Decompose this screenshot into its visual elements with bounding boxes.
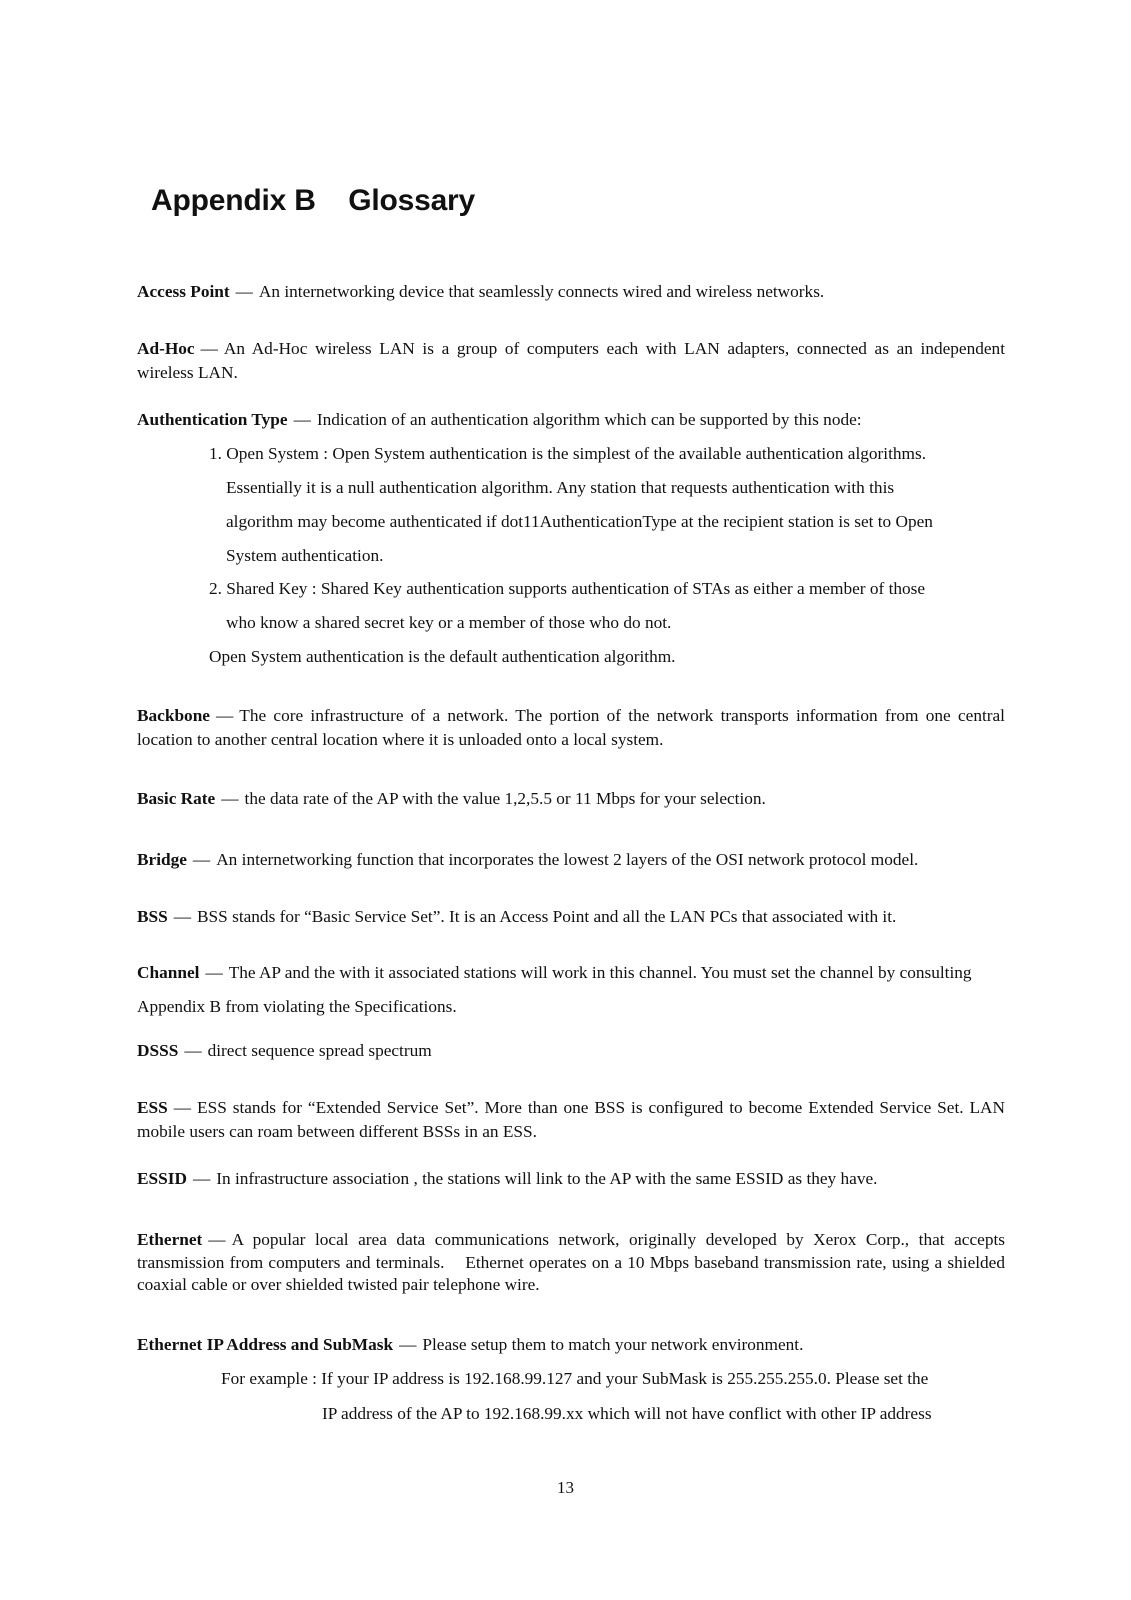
term: Authentication Type	[137, 410, 288, 429]
glossary-entry-backbone	[137, 704, 1005, 751]
page-heading: Appendix B Glossary	[151, 184, 476, 217]
term: DSSS	[137, 1041, 179, 1060]
glossary-entry-ethernet	[137, 1229, 1010, 1297]
glossary-entry-access-point	[137, 280, 1005, 304]
term: Basic Rate	[137, 789, 216, 808]
auth-list-line: who know a shared secret key or a member of those who do not.	[226, 613, 672, 632]
glossary-entry-essid	[137, 1167, 1005, 1191]
auth-list-line: 2. Shared Key : Shared Key authentication supports authentication of STAs as either a member of those	[209, 579, 926, 598]
term: Ethernet IP Address and SubMask	[137, 1335, 394, 1354]
term: Backbone	[137, 706, 210, 725]
em-dash: —	[293, 410, 311, 429]
auth-list-line: 1. Open System : Open System authentication is the simplest of the available authentication algorithms.	[209, 444, 927, 463]
definition: An Ad-Hoc wireless LAN is a group of computers each with LAN adapters, connected as an independent wireless LAN.	[137, 339, 1005, 382]
em-dash: —	[173, 907, 192, 926]
glossary-entry-bss	[137, 905, 1005, 929]
glossary-entry-ethernet-ip	[137, 1333, 1005, 1357]
definition: direct sequence spread spectrum	[207, 1041, 432, 1060]
definition: Indication of an authentication algorithm which can be supported by this node:	[316, 410, 862, 429]
definition: Please setup them to match your network environment.	[422, 1335, 804, 1354]
definition: The core infrastructure of a network. The portion of the network transports information from one central location to another central location where it is unloaded onto a local system.	[137, 706, 1005, 749]
definition: An internetworking device that seamlessly connects wired and wireless networks.	[258, 282, 825, 301]
term: Ad-Hoc	[137, 339, 195, 358]
term: Ethernet	[137, 1230, 203, 1249]
glossary-entry-channel	[137, 956, 1005, 1024]
auth-list-line: System authentication.	[226, 546, 384, 565]
glossary-entry-ad-hoc	[137, 337, 1005, 384]
definition: A popular local area data communications network, originally developed by Xerox Corp., that accepts transmission from computers and terminals. Ethernet operates on a 10 Mbps baseband transmission rate, using a shielded coaxial cable or over shielded twisted pair telephone wire.	[137, 1230, 1010, 1294]
auth-default-note: Open System authentication is the default authentication algorithm.	[209, 647, 676, 666]
glossary-entry-authentication-type	[137, 408, 1005, 432]
em-dash: —	[208, 1230, 226, 1249]
ip-example-line: IP address of the AP to 192.168.99.xx which will not have conflict with other IP address	[322, 1404, 932, 1423]
em-dash: —	[192, 1169, 211, 1188]
term: Bridge	[137, 850, 187, 869]
em-dash: —	[215, 706, 234, 725]
definition: An internetworking function that incorporates the lowest 2 layers of the OSI network protocol model.	[216, 850, 919, 869]
ip-example-line: For example : If your IP address is 192.168.99.127 and your SubMask is 255.255.255.0. Please set the	[221, 1369, 929, 1388]
em-dash: —	[200, 339, 218, 358]
em-dash: —	[221, 789, 239, 808]
auth-list-line: Essentially it is a null authentication algorithm. Any station that requests authentication with this	[226, 478, 895, 497]
term: ESSID	[137, 1169, 187, 1188]
glossary-entry-dsss	[137, 1039, 1005, 1063]
page-number: 13	[557, 1478, 574, 1497]
em-dash: —	[173, 1098, 192, 1117]
em-dash: —	[399, 1335, 417, 1354]
glossary-entry-bridge	[137, 848, 1005, 872]
definition: In infrastructure association , the stations will link to the AP with the same ESSID as they have.	[216, 1169, 878, 1188]
em-dash: —	[184, 1041, 202, 1060]
definition: the data rate of the AP with the value 1,2,5.5 or 11 Mbps for your selection.	[244, 789, 766, 808]
auth-list-line: algorithm may become authenticated if dot11AuthenticationType at the recipient station is set to Open	[226, 512, 933, 531]
term: Access Point	[137, 282, 230, 301]
em-dash: —	[235, 282, 253, 301]
glossary-entry-basic-rate	[137, 787, 1005, 811]
definition: BSS stands for “Basic Service Set”. It is an Access Point and all the LAN PCs that associated with it.	[197, 907, 897, 926]
definition: The AP and the with it associated stations will work in this channel. You must set the channel by consulting Appendix B from violating the Specifications.	[137, 963, 972, 1016]
definition: ESS stands for “Extended Service Set”. More than one BSS is configured to become Extended Service Set. LAN mobile users can roam between different BSSs in an ESS.	[137, 1098, 1005, 1141]
term: Channel	[137, 963, 200, 982]
em-dash: —	[205, 963, 223, 982]
term: ESS	[137, 1098, 168, 1117]
term: BSS	[137, 907, 168, 926]
glossary-entry-ess	[137, 1096, 1005, 1143]
em-dash: —	[192, 850, 211, 869]
